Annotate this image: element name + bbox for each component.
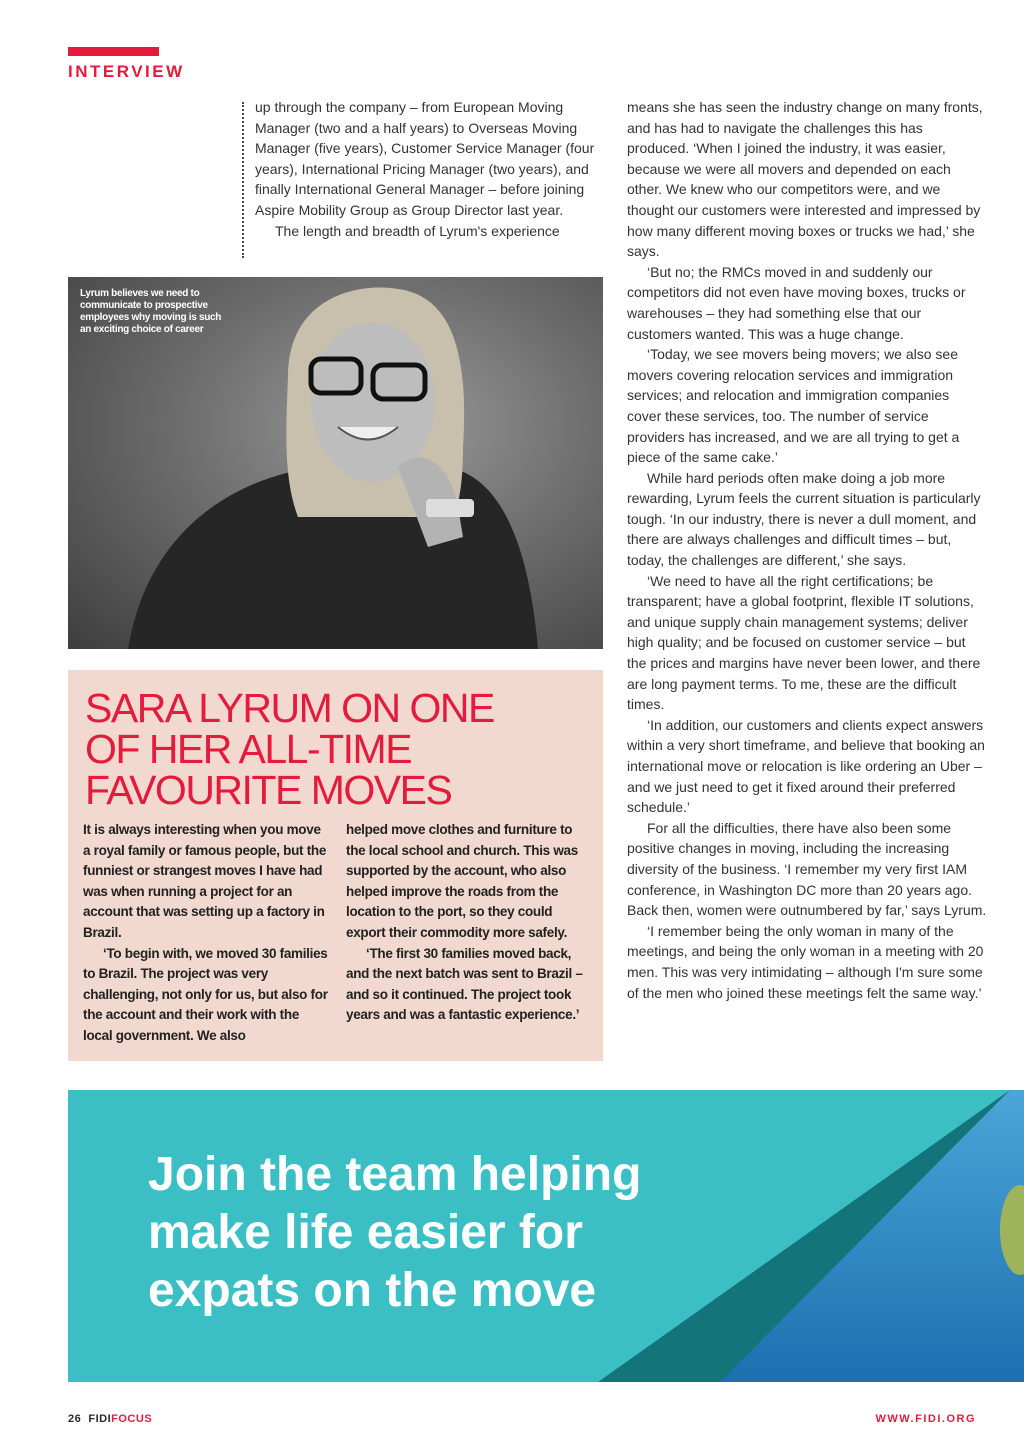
advertisement-banner[interactable] bbox=[68, 1090, 1024, 1382]
paragraph: ‘We need to have all the right certifications; be transparent; have a global footprint, flexible IT solutions, and unique supply chain management systems; deliver high quality; and be focused on customer service – but the prices and margins have never been lower, and there are long payment terms. To me, these are the difficult times. bbox=[627, 572, 981, 713]
paragraph: means she has seen the industry change on many fronts, and has had to navigate the challenges this has produced. ‘When I joined the industry, it was easier, because we were all movers and depended on each other. We knew who our competitors were, and we thought our customers were interested and impressed by how many different moving boxes or trucks we had,’ she says. bbox=[627, 99, 983, 260]
brand-focus: FOCUS bbox=[111, 1413, 153, 1425]
paragraph: The length and breadth of Lyrum's experience bbox=[275, 222, 560, 239]
box-column-left bbox=[83, 820, 328, 1047]
paragraph: helped move clothes and furniture to the local school and church. This was supported by the account, who also helped improve the roads from the location to the port, so they could export their commodity more safely. bbox=[346, 822, 578, 940]
paragraph: ‘In addition, our customers and clients expect answers within a very short timeframe, and believe that booking an international move or relocation is like ordering an Uber – and we just need to get it fixed around their preferred schedule.’ bbox=[627, 716, 985, 816]
brand-fidi: FIDI bbox=[88, 1413, 112, 1425]
article-column-1 bbox=[255, 97, 605, 241]
paragraph: ‘But no; the RMCs moved in and suddenly our competitors did not even have moving boxes, trucks or warehouses – they had something else that our customers wanted. This was a huge change. bbox=[627, 263, 966, 342]
paragraph: ‘The first 30 families moved back, and the next batch was sent to Brazil – and so it continued. The project took years and was a fantastic experience.’ bbox=[346, 945, 583, 1023]
photo-caption: Lyrum believes we need to communicate to prospective employees why moving is such an exciting choice of career bbox=[80, 288, 222, 335]
column-divider bbox=[242, 102, 244, 258]
paragraph: up through the company – from European Moving Manager (two and a half years) to Overseas Moving Manager (five years), Customer Service Manager (four years), International Pricing Manager (two years), and finally International General Manager – before joining Aspire Mobility Group as Group Director last year. bbox=[255, 99, 595, 218]
paragraph: ‘To begin with, we moved 30 families to Brazil. The project was very challenging, not only for us, but also for the account and their work with the local government. We also bbox=[83, 945, 328, 1043]
paragraph: For all the difficulties, there have also been some positive changes in moving, including the increasing diversity of the business. ‘I remember my very first IAM conference, in Washington DC more than 20 years ago. Back then, women were outnumbered by far,’ says Lyrum. bbox=[627, 819, 987, 919]
article-column-2 bbox=[627, 97, 987, 1003]
section-label: INTERVIEW bbox=[68, 62, 185, 81]
paragraph: While hard periods often make doing a job more rewarding, Lyrum feels the current situation is particularly tough. ‘In our industry, there is never a dull moment, and there are always challenges and difficult times – but, today, the challenges are different,’ she says. bbox=[627, 469, 981, 569]
section-bar bbox=[68, 47, 159, 56]
page-number: 26 bbox=[68, 1413, 82, 1425]
paragraph: ‘I remember being the only woman in many of the meetings, and being the only woman in a meeting with 20 men. This was very intimidating – although I'm sure some of the men who joined these meetings felt the same way.’ bbox=[627, 922, 984, 1001]
footer-page-info bbox=[68, 1413, 152, 1425]
paragraph: It is always interesting when you move a royal family or famous people, but the funniest or strangest moves I have had was when running a project for an account that was setting up a factory in Brazil. bbox=[83, 822, 327, 940]
footer-url[interactable]: WWW.FIDI.ORG bbox=[875, 1413, 976, 1425]
sidebar-box bbox=[68, 670, 603, 1061]
box-title: SARA LYRUM ON ONE OF HER ALL-TIME FAVOURITE MOVES bbox=[85, 685, 494, 813]
portrait-photo bbox=[68, 277, 603, 649]
paragraph: ‘Today, we see movers being movers; we also see movers covering relocation services and immigration services; and relocation and immigration companies cover these services, too. The number of service providers has increased, and we are all trying to get a piece of the same cake.’ bbox=[627, 346, 960, 466]
box-column-right bbox=[346, 820, 591, 1026]
ad-headline: Join the team helping make life easier for expats on the move bbox=[148, 1148, 642, 1317]
